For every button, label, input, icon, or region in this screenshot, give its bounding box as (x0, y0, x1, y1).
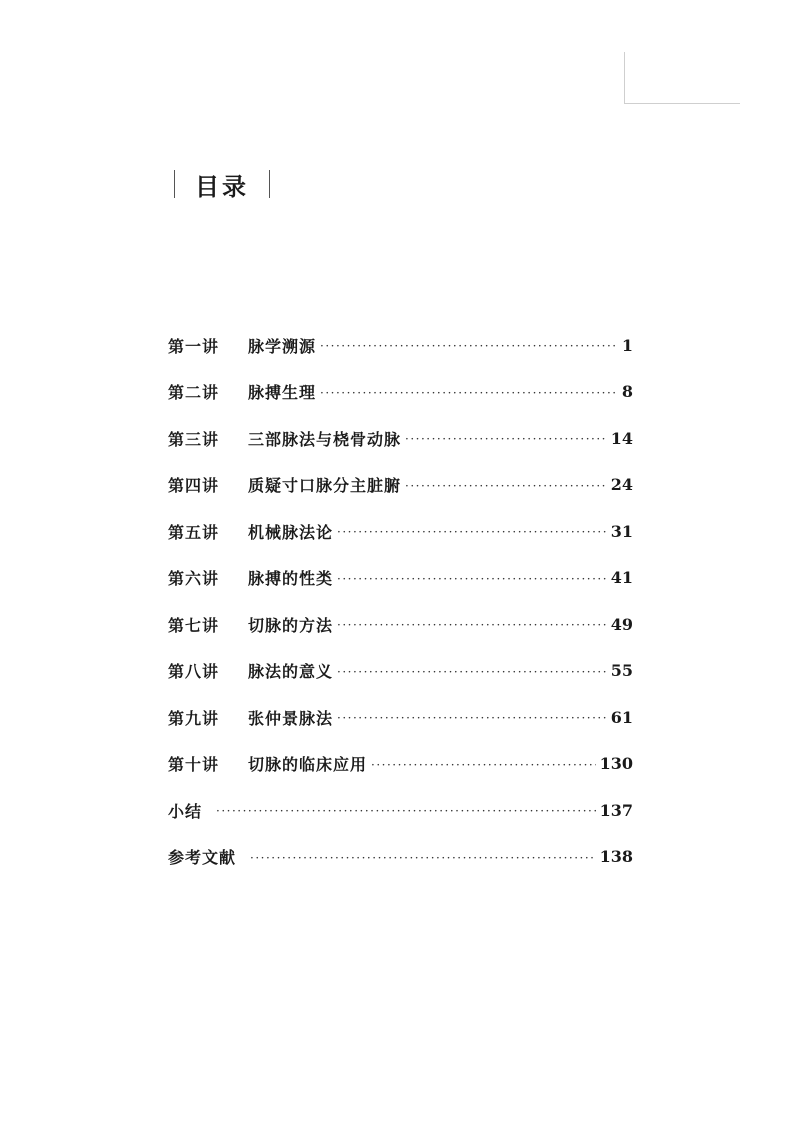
toc-page-number: 1 (621, 335, 633, 355)
dot-leader (405, 432, 607, 446)
toc-page-number: 41 (610, 568, 633, 588)
toc-chapter: 第七讲 (168, 615, 220, 635)
toc-title: 脉法的意义 (248, 662, 334, 682)
dot-leader (337, 711, 607, 725)
dot-leader (371, 758, 596, 772)
toc-title: 切脉的方法 (248, 615, 334, 635)
toc-title: 张仲景脉法 (248, 708, 334, 728)
toc-page-number: 137 (599, 800, 633, 820)
toc-entry-2[interactable] (168, 369, 633, 416)
toc-page-number: 14 (610, 428, 633, 448)
dot-leader (337, 572, 607, 586)
toc-title: 脉搏的性类 (248, 569, 334, 589)
toc-title: 切脉的临床应用 (248, 755, 368, 775)
toc-page-number: 55 (610, 661, 633, 681)
toc-page-number: 138 (599, 847, 633, 867)
toc-title: 机械脉法论 (248, 522, 334, 542)
toc-entry-10[interactable] (168, 741, 633, 788)
toc-entry-references[interactable] (168, 834, 633, 881)
toc-chapter: 第三讲 (168, 429, 220, 449)
toc-entry-6[interactable] (168, 555, 633, 602)
toc-title: 脉学溯源 (248, 336, 317, 356)
page-corner-mark (624, 52, 740, 104)
toc-chapter: 第一讲 (168, 336, 220, 356)
toc-entry-5[interactable] (168, 508, 633, 555)
dot-leader (216, 804, 596, 818)
dot-leader (337, 525, 607, 539)
toc-entry-7[interactable] (168, 601, 633, 648)
toc-chapter: 第十讲 (168, 755, 220, 775)
toc-title: 质疑寸口脉分主脏腑 (248, 476, 402, 496)
dot-leader (337, 665, 607, 679)
heading-left-bar (174, 170, 175, 198)
toc-heading (174, 164, 270, 204)
toc-chapter: 第二讲 (168, 383, 220, 403)
table-of-contents (168, 322, 633, 880)
toc-chapter: 第四讲 (168, 476, 220, 496)
toc-title: 脉搏生理 (248, 383, 317, 403)
toc-page-number: 130 (599, 754, 633, 774)
toc-page-number: 49 (610, 614, 633, 634)
dot-leader (405, 479, 607, 493)
heading-right-bar (269, 170, 270, 198)
toc-entry-4[interactable] (168, 462, 633, 509)
toc-page-number: 8 (621, 382, 633, 402)
dot-leader (320, 339, 618, 353)
toc-title: 目录 (195, 171, 249, 201)
dot-leader (250, 851, 596, 865)
toc-entry-3[interactable] (168, 415, 633, 462)
toc-chapter: 参考文献 (168, 848, 237, 868)
dot-leader (320, 386, 618, 400)
toc-entry-9[interactable] (168, 694, 633, 741)
toc-chapter: 第六讲 (168, 569, 220, 589)
toc-entry-8[interactable] (168, 648, 633, 695)
toc-entry-1[interactable] (168, 322, 633, 369)
dot-leader (337, 618, 607, 632)
toc-chapter: 第五讲 (168, 522, 220, 542)
toc-page-number: 31 (610, 521, 633, 541)
toc-chapter: 第八讲 (168, 662, 220, 682)
toc-page-number: 61 (610, 707, 633, 727)
toc-entry-summary[interactable] (168, 787, 633, 834)
toc-page-number: 24 (610, 475, 633, 495)
toc-chapter: 小结 (168, 801, 203, 821)
toc-chapter: 第九讲 (168, 708, 220, 728)
toc-title: 三部脉法与桡骨动脉 (248, 429, 402, 449)
